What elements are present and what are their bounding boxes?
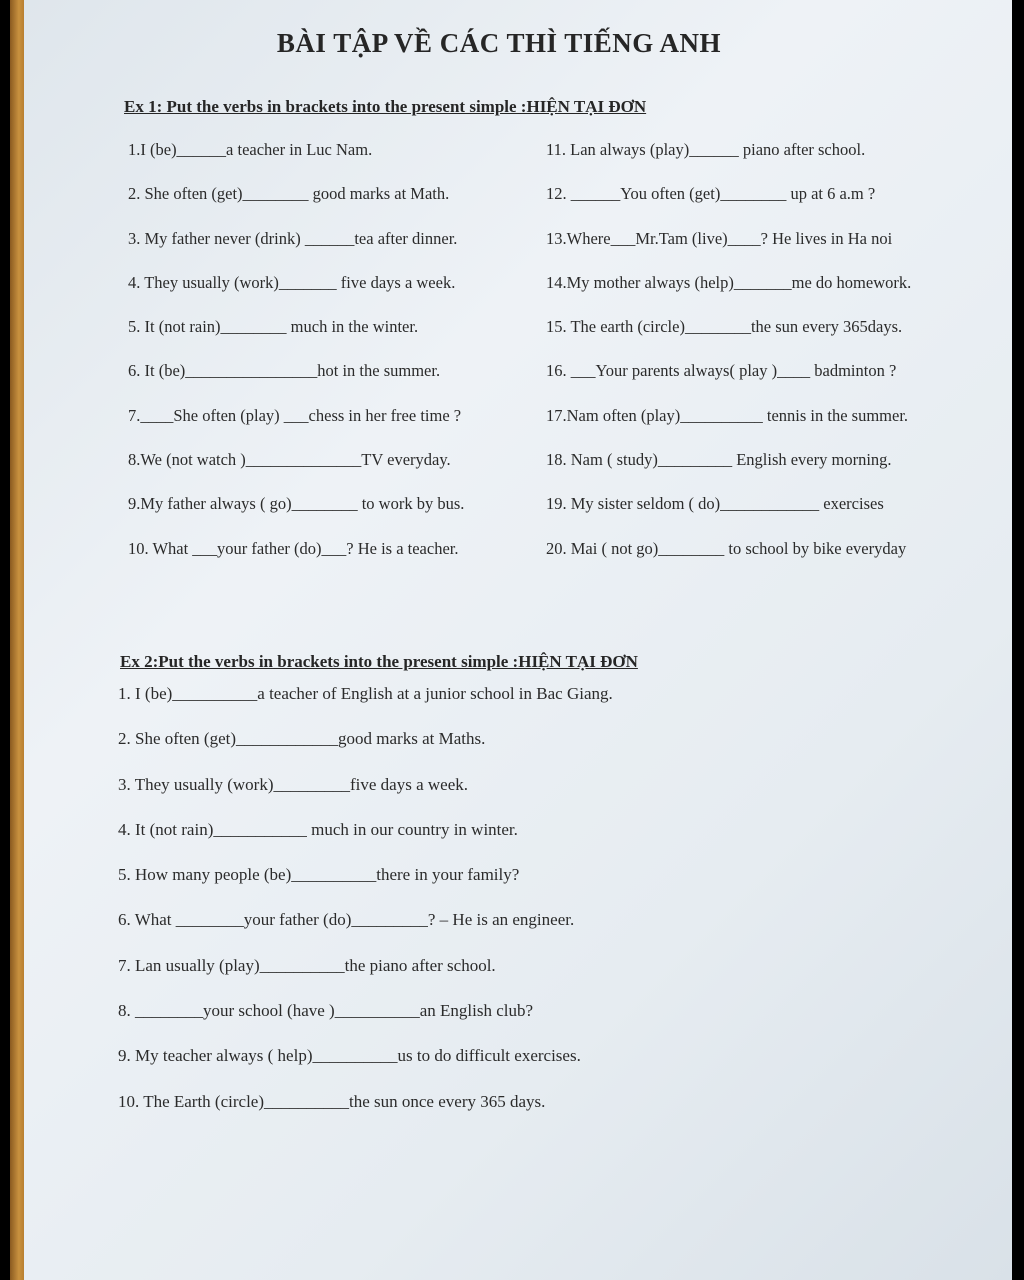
exercise-item: 18. Nam ( study)_________ English every morning.: [546, 450, 892, 470]
exercise-row: [128, 317, 988, 361]
exercise-item: 14.My mother always (help)_______me do homework.: [546, 272, 912, 292]
exercise-row: [128, 184, 988, 228]
exercise-item: 16. ___Your parents always( play )____ badminton ?: [546, 361, 897, 381]
exercise-row: [128, 229, 988, 273]
exercise-item: 7. Lan usually (play)__________the piano after school.: [118, 955, 496, 975]
worksheet-page: [24, 0, 1012, 1280]
exercise-item: 8. ________your school (have )__________an English club?: [118, 1001, 534, 1021]
exercise-row: [128, 273, 988, 317]
exercise-item: 5. It (not rain)________ much in the winter.: [128, 317, 419, 337]
exercise-row: [128, 450, 988, 494]
exercise-row: [128, 494, 988, 538]
exercise-row: [128, 361, 988, 405]
exercise-item: 3. My father never (drink) ______tea after dinner.: [128, 228, 458, 248]
exercise-item: 10. The Earth (circle)__________the sun once every 365 days.: [118, 1091, 546, 1111]
exercise-item: 11. Lan always (play)______ piano after school.: [546, 140, 866, 159]
exercise-1-heading: Ex 1: Put the verbs in brackets into the present simple :HIỆN TẠI ĐƠN: [124, 97, 647, 116]
page-title: BÀI TẬP VỀ CÁC THÌ TIẾNG ANH: [276, 28, 722, 58]
exercise-item: 15. The earth (circle)________the sun every 365days.: [546, 317, 903, 337]
exercise-item: 17.Nam often (play)__________ tennis in the summer.: [546, 405, 909, 425]
exercise-item: 6. It (be)________________hot in the summer.: [128, 361, 441, 381]
exercise-item: 12. ______You often (get)________ up at 6 a.m ?: [546, 184, 876, 204]
exercise-row: [128, 140, 988, 184]
exercise-item: 10. What ___your father (do)___? He is a teacher.: [128, 538, 459, 558]
exercise-item: 19. My sister seldom ( do)____________ exercises: [546, 494, 884, 514]
exercise-item: 4. It (not rain)___________ much in our country in winter.: [118, 819, 518, 839]
exercise-item: 3. They usually (work)_________five days a week.: [118, 774, 468, 794]
exercise-item: 9.My father always ( go)________ to work by bus.: [128, 494, 465, 514]
exercise-item: 5. How many people (be)__________there in your family?: [118, 865, 520, 885]
exercise-item: 20. Mai ( not go)________ to school by bike everyday: [546, 538, 907, 558]
exercise-2-list: [118, 684, 818, 1137]
exercise-item: 1. I (be)__________a teacher of English at a junior school in Bac Giang.: [118, 684, 613, 703]
exercise-item: 6. What ________your father (do)_________? – He is an engineer.: [118, 910, 575, 930]
exercise-row: [128, 539, 988, 583]
exercise-item: 13.Where___Mr.Tam (live)____? He lives in Ha noi: [546, 228, 893, 248]
exercise-row: [128, 406, 988, 450]
exercise-item: 1.I (be)______a teacher in Luc Nam.: [128, 140, 373, 159]
exercise-item: 7.____She often (play) ___chess in her free time ?: [128, 405, 462, 425]
exercise-item: 2. She often (get)____________good marks at Maths.: [118, 729, 486, 749]
exercise-item: 4. They usually (work)_______ five days a week.: [128, 272, 456, 292]
exercise-item: 2. She often (get)________ good marks at Math.: [128, 184, 450, 204]
exercise-2-heading: Ex 2:Put the verbs in brackets into the present simple :HIỆN TẠI ĐƠN: [120, 652, 638, 671]
exercise-1-list: [128, 140, 988, 583]
exercise-item: 9. My teacher always ( help)__________us to do difficult exercises.: [118, 1046, 581, 1066]
exercise-item: 8.We (not watch )______________TV everyday.: [128, 450, 451, 470]
